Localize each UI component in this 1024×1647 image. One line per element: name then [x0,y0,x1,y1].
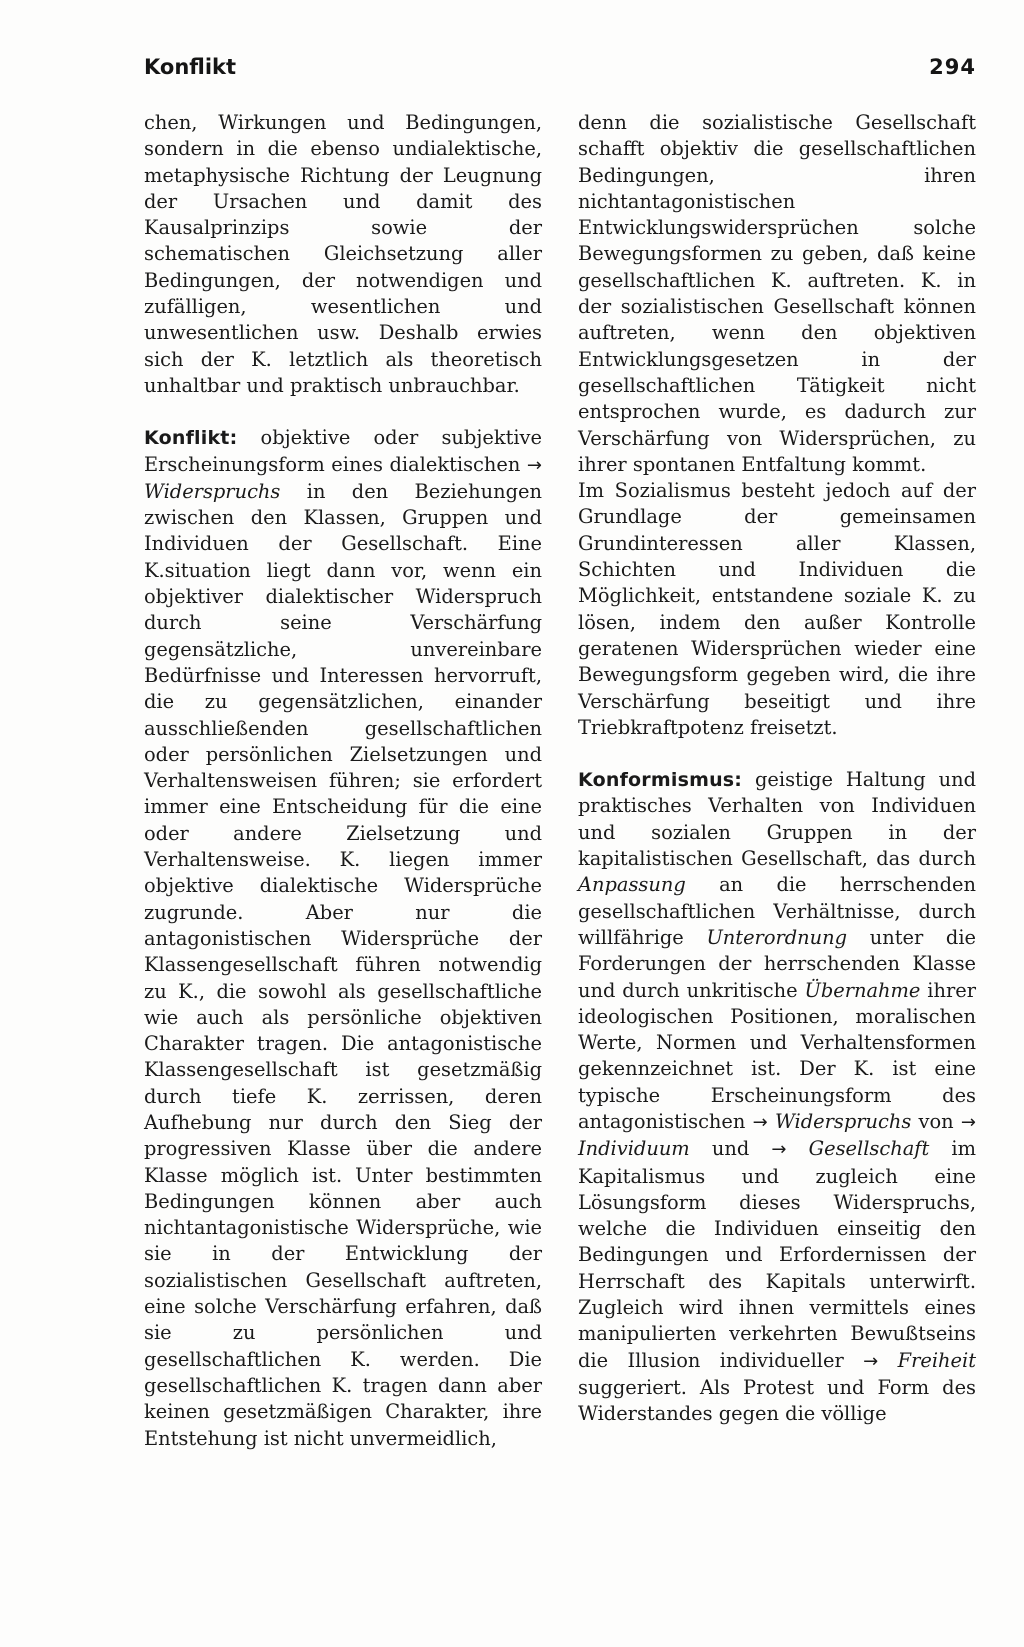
cross-reference-arrow-icon: → [771,1139,787,1161]
cross-reference-freiheit[interactable]: Freiheit [897,1348,976,1372]
cross-reference-arrow-icon: → [863,1350,879,1372]
left-column [144,110,542,1452]
cross-reference-arrow-icon: → [526,454,542,476]
entry-text: unter die Forderungen der herrschenden Klasse und durch unkritische [578,925,976,1002]
lemma-konformismus: Konformismus: [578,769,743,792]
entry-text: und [689,1137,772,1161]
cross-reference-arrow-icon: → [752,1111,768,1133]
continued-paragraph: chen, Wirkungen und Bedingungen, sondern in die ebenso undialektische, metaphysische Richtung der Leugnung der Ursachen und damit des Kausalprinzips sowie der schematischen Gleichsetzung aller Bedingungen, der notwendigen und zufälligen, wesentlichen und unwesentlichen usw. Deshalb erwies sich der K. letztlich als theoretisch unhaltbar und praktisch unbrauchbar. [144,111,542,397]
cross-reference-widerspruchs[interactable]: Widerspruchs [144,479,281,503]
page-number: 294 [929,55,976,79]
cross-reference-widerspruchs[interactable]: Widerspruchs [774,1109,912,1133]
entry-konflikt [144,425,542,1452]
cross-reference-gesellschaft[interactable]: Gesellschaft [808,1137,930,1161]
entry-text: von [911,1109,961,1133]
right-column [578,110,976,1428]
entry-text: suggeriert. Als Protest und Form des Widerstandes gegen die völlige [578,1375,976,1426]
entry-text: im Kapitalismus und zugleich eine Lösungsform dieses Widerspruchs, welche die Individuen einseitig den Bedingungen und Erfordernissen der Herrschaft des Kapitals unterwirft. Zugleich wird ihnen vermittels eines manipulierten verkehrten Bewußtseins die Illusion individueller [578,1137,976,1372]
emphasis-unterordnung: Unterordnung [706,925,848,949]
lemma-konflikt: Konflikt: [144,427,238,450]
entry-text: in den Beziehungen zwischen den Klassen, Gruppen und Individuen der Gesellschaft. Eine K.situation liegt dann vor, wenn ein objektiver dialektischer Widerspruch durch seine Verschärfung gegensätzliche, unvereinbare Bedürfnisse und Interessen hervorruft, die zu gegensätzlichen, einander ausschließenden gesellschaftlichen oder persönlichen Zielsetzungen und Verhaltensweisen führen; sie erfordert immer eine Entscheidung für die eine oder andere Zielsetzung und Verhaltensweise. K. liegen immer objektive dialektische Widersprüche zugrunde. Aber nur die antagonistischen Widersprüche der Klassengesellschaft führen notwendig zu K., die sowohl als gesellschaftliche wie auch als persönliche objektiven Charakter tragen. Die antagonistische Klassengesellschaft ist gesetzmäßig durch tiefe K. zerrissen, deren Aufhebung nur durch den Sieg der progressiven Klasse über die andere Klasse möglich ist. Unter bestimmten Bedingungen können aber auch nichtantagonistische Widersprüche, wie sie in der Entwicklung der sozialistischen Gesellschaft auftreten, eine solche Verschärfung erfahren, daß sie zu persönlichen und gesellschaftlichen K. werden. Die gesellschaftlichen K. tragen dann aber keinen gesetzmäßigen Charakter, ihre Entstehung ist nicht unvermeidlich, [144,479,542,1450]
entry-text: objektive oder subjektive Erscheinungsform eines dialektischen [144,426,542,476]
cross-reference-individuum[interactable]: Individuum [578,1137,690,1161]
entry-text: geistige Haltung und praktisches Verhalten von Individuen und sozialen Gruppen in der kapitalistischen Gesellschaft, das durch [578,768,976,871]
emphasis-anpassung: Anpassung [578,873,686,897]
cross-reference-arrow-icon: → [960,1111,976,1133]
running-head-keyword: Konflikt [144,55,237,79]
paragraph-sozialismus: Im Sozialismus besteht jedoch auf der Grundlage der gemeinsamen Grundinteressen aller Klassen, Schichten und Individuen die Möglichkeit, entstandene soziale K. zu lösen, indem den außer Kontrolle geratenen Widersprüchen wieder eine Bewegungsform gegeben wird, die ihre Verschärfung beseitigt und ihre Triebkraftpotenz freisetzt. [578,479,976,739]
continued-paragraph: denn die sozialistische Gesellschaft schafft objektiv die gesellschaftlichen Bedingungen, ihren nichtantagonistischen Entwicklungswidersprüchen solche Bewegungsformen zu geben, daß keine gesellschaftlichen K. auftreten. K. in der sozialistischen Gesellschaft können auftreten, wenn den objektiven Entwicklungsgesetzen in der gesellschaftlichen Tätigkeit nicht entsprochen wurde, es dadurch zur Verschärfung von Widersprüchen, zu ihrer spontanen Entfaltung kommt. [578,111,976,476]
entry-text: an die herrschenden gesellschaftlichen Verhältnisse, durch willfährige [578,873,976,949]
emphasis-uebernahme: Übernahme [804,978,921,1002]
entry-konformismus [578,767,976,1427]
entry-text: ihrer ideologischen Positionen, moralischen Werte, Normen und Verhaltensformen gekennzeichnet ist. Der K. ist eine typische Erscheinungsform des antagonistischen [578,978,976,1133]
